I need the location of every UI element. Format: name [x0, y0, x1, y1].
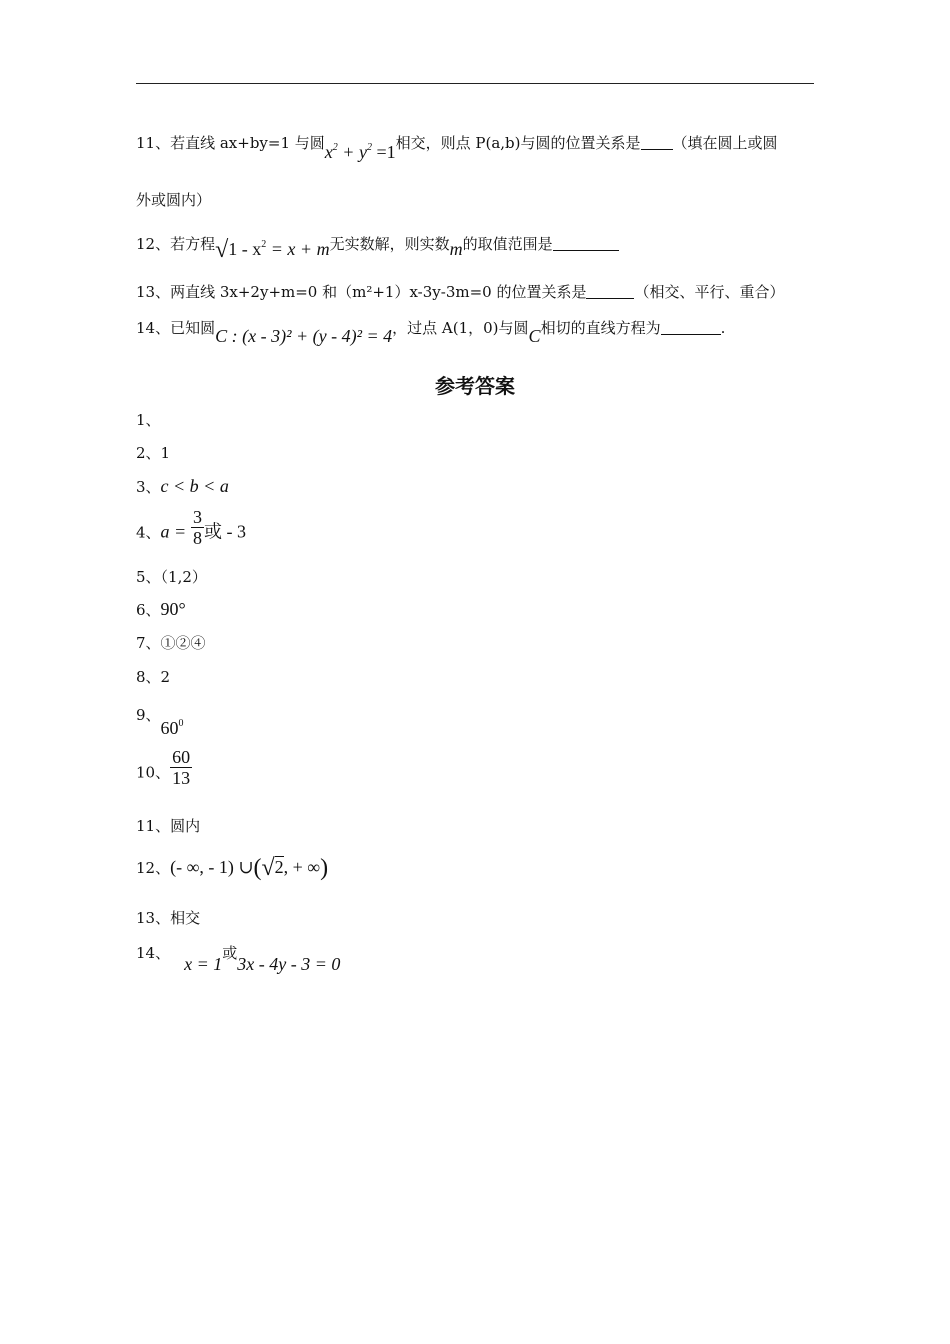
- answer-3: 3、c < b < a: [136, 476, 229, 496]
- answer-7: 7、①②④: [136, 634, 206, 652]
- question-text: 相交，则点 P(a,b)与圆的位置关系是: [395, 134, 641, 152]
- sqrt-equation: $√1 - x^2 = x + m$: [215, 237, 330, 263]
- answer-12: 12、(- ∞, - 1) ∪(√2, + ∞): [136, 855, 329, 881]
- answer-2: 2、1: [136, 444, 171, 462]
- question-text: 若直线 ax+by=1 与圆: [170, 134, 325, 152]
- answer-blank: [661, 320, 721, 335]
- circle-equation: $x^2 + y^2 =1$: [324, 142, 396, 162]
- fraction: $\frac{3}{8}$: [192, 507, 202, 548]
- variable-m: m: [449, 239, 463, 259]
- question-number: 14、: [136, 319, 171, 337]
- question-12: 12、若方程$√1 - x^2 = x + m$无实数解，则实数m的取值范围是: [136, 229, 619, 254]
- question-11: [136, 128, 778, 162]
- answer-9: 9、$60^0$: [136, 706, 184, 738]
- answer-5: 5、（1,2）: [136, 568, 207, 586]
- header-rule: [136, 83, 814, 84]
- circle-equation: C : (x - 3)² + (y - 4)² = 4: [215, 326, 393, 346]
- question-14: 14、已知圆C : (x - 3)² + (y - 4)² = 4，过点 A(1，0)与圆C相切的直线方程为 .: [136, 319, 726, 346]
- answers-title: 参考答案: [435, 374, 515, 398]
- question-number: 11、: [136, 134, 171, 152]
- answer-4: 4、a = $\frac{3}{8}$ 或 - 3: [136, 507, 246, 548]
- answer-blank: [553, 236, 619, 251]
- answer-blank: [641, 135, 673, 150]
- answer-blank: [586, 284, 634, 299]
- question-text: （填在圆上或圆: [672, 134, 778, 152]
- answer-11: 11、圆内: [136, 817, 201, 835]
- answer-8: 8、2: [136, 668, 171, 686]
- variable-c: C: [528, 326, 541, 346]
- question-number: 13、: [136, 283, 171, 301]
- question-11-continued: 外或圆内）: [136, 191, 212, 209]
- question-number: 12、: [136, 235, 171, 253]
- answer-10: 10、 $\frac{60}{13}$: [136, 747, 191, 788]
- answer-13: 13、相交: [136, 909, 201, 927]
- answer-6: 6、90°: [136, 599, 186, 619]
- answer-14: 14、x = 1或3x - 4y - 3 = 0: [136, 944, 341, 974]
- fraction: $\frac{60}{13}$: [172, 747, 191, 788]
- answer-1: 1、: [136, 411, 161, 429]
- question-13: 13、两直线 3x+2y+m=0 和（m²+1）x-3y-3m=0 的位置关系是 （相交、平行、重合）: [136, 283, 785, 301]
